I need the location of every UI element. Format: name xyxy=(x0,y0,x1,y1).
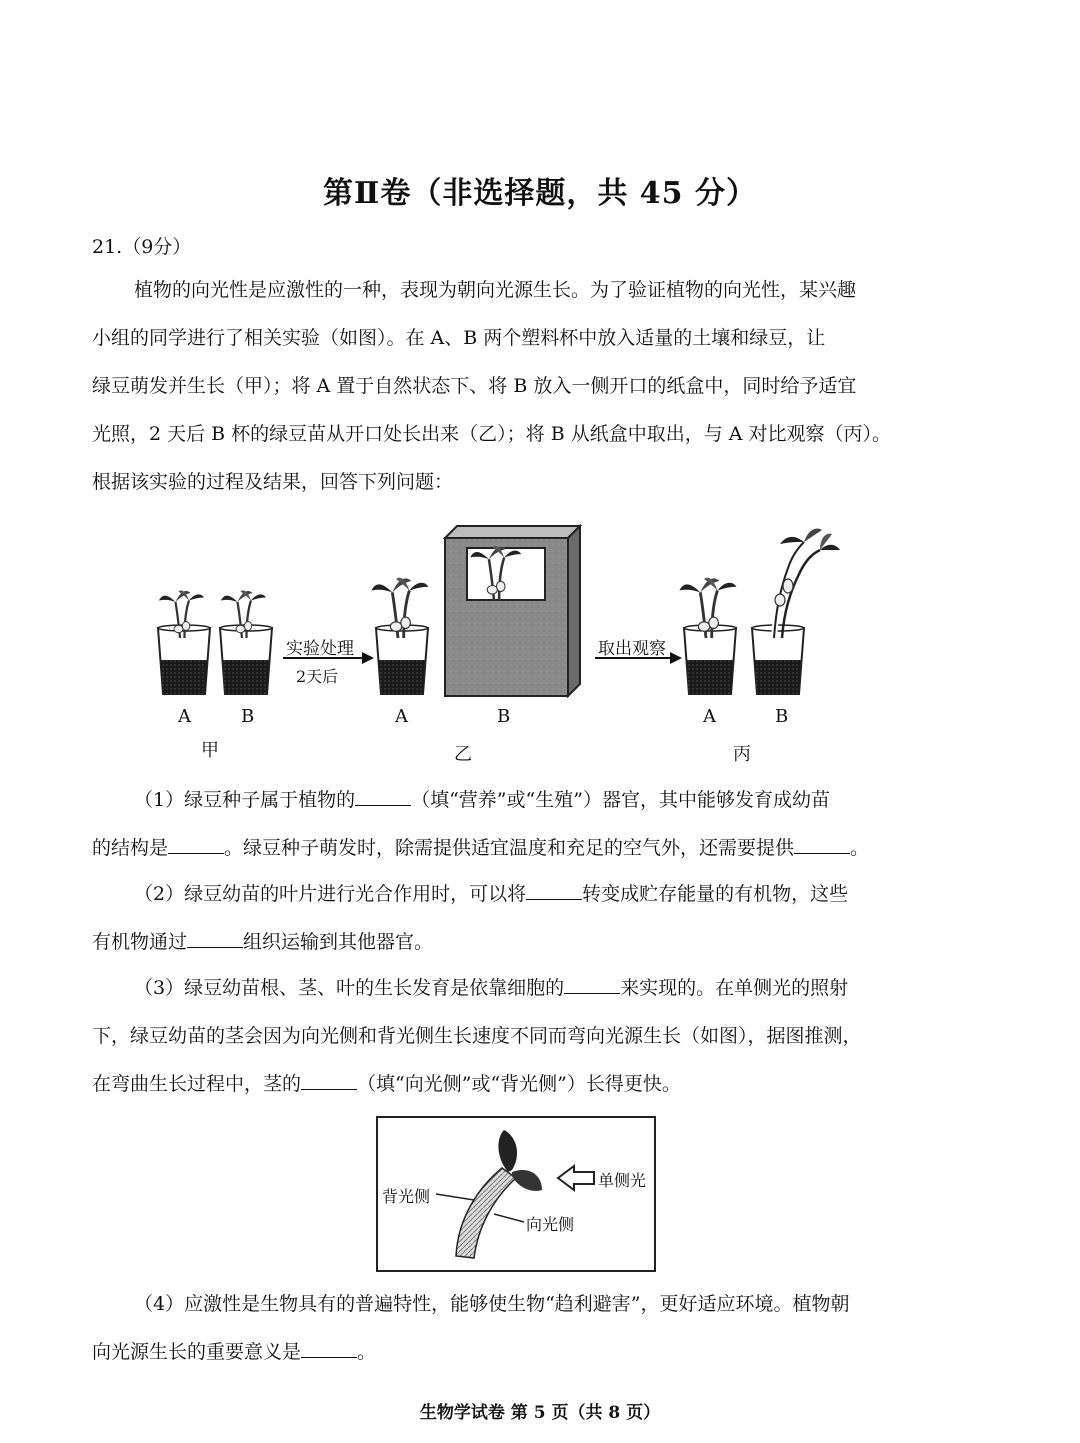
intro-line: 根据该实验的过程及结果，回答下列问题： xyxy=(92,471,454,493)
arrow-1-head xyxy=(362,652,374,664)
question-intro xyxy=(92,266,992,506)
intro-line: 光照，2 天后 B 杯的绿豆苗从开口处长出来（乙）；将 B 从纸盒中取出，与 A 对比观察（丙）。 xyxy=(92,423,892,445)
arrow-1-top-label: 实验处理 xyxy=(286,639,354,659)
light-arrow xyxy=(558,1166,594,1190)
question-number: 21.（9分） xyxy=(92,236,192,258)
answer-blank-6[interactable] xyxy=(564,975,620,994)
answer-blank-8[interactable] xyxy=(301,1339,357,1358)
leaf-right xyxy=(512,1170,542,1191)
arrow-2-head xyxy=(670,652,682,664)
subquestion-1: （1）绿豆种子属于植物的 （填“营养”或“生殖”）器官，其中能够发育成幼苗 的结构是 。绿豆种子萌发时，除需提供适宜温度和充足的空气外，还需要提供 。 xyxy=(92,789,870,859)
back-side-pointer xyxy=(436,1194,474,1200)
sprout-bing-b-tall xyxy=(774,529,840,639)
label-light: 单侧光 xyxy=(598,1171,647,1190)
answer-blank-5[interactable] xyxy=(187,929,243,948)
label-yi-a: A xyxy=(395,706,408,727)
answer-blank-3[interactable] xyxy=(794,835,850,854)
subquestion-4: （4）应激性是生物具有的普遍特性，能够使生物“趋利避害”，更好适应环境。植物朝 向光源生长的重要意义是 。 xyxy=(92,1293,850,1363)
label-front-side: 向光侧 xyxy=(526,1215,575,1234)
label-jia-a: A xyxy=(178,706,191,727)
label-jia-b: B xyxy=(241,706,255,727)
label-bing: 丙 xyxy=(733,744,751,765)
page-footer: 生物学试卷 第 5 页（共 8 页） xyxy=(419,1403,661,1423)
cup-yi-a xyxy=(376,625,428,694)
label-jia: 甲 xyxy=(201,740,219,761)
subquestion-3: （3）绿豆幼苗根、茎、叶的生长发育是依靠细胞的 来实现的。在单侧光的照射 下，绿豆幼苗的茎会因为向光侧和背光侧生长速度不同而弯向光源生长（如图），据图推测， 在弯曲生长过程中，茎的 （填“向光侧”或“背光侧”）长得更快。 xyxy=(92,977,862,1095)
cup-bing-a xyxy=(684,625,736,694)
arrow-1-bottom-label: 2天后 xyxy=(296,667,339,686)
arrow-2-top-label: 取出观察 xyxy=(598,639,666,659)
answer-blank-2[interactable] xyxy=(168,835,224,854)
answer-blank-1[interactable] xyxy=(355,787,411,806)
experiment-figure xyxy=(140,520,880,770)
subquestion-2: （2）绿豆幼苗的叶片进行光合作用时，可以将 转变成贮存能量的有机物，这些 有机物通过 组织运输到其他器官。 xyxy=(92,883,849,953)
cup-bing-b xyxy=(752,625,804,694)
label-bing-b: B xyxy=(775,706,789,727)
intro-line: 植物的向光性是应激性的一种，表现为朝向光源生长。为了验证植物的向光性，某兴趣 xyxy=(134,279,857,301)
label-back-side: 背光侧 xyxy=(382,1187,431,1206)
section-title: 第Ⅱ卷（非选择题，共 45 分） xyxy=(323,176,757,211)
label-yi: 乙 xyxy=(454,744,472,765)
leaf-upper xyxy=(498,1130,517,1172)
label-yi-b: B xyxy=(497,706,511,727)
intro-line: 小组的同学进行了相关实验（如图）。在 A、B 两个塑料杯中放入适量的土壤和绿豆，让 xyxy=(92,327,826,349)
front-side-pointer xyxy=(494,1214,524,1222)
intro-line: 绿豆萌发并生长（甲）；将 A 置于自然状态下、将 B 放入一侧开口的纸盒中，同时给予适宜 xyxy=(92,375,857,397)
answer-blank-7[interactable] xyxy=(301,1071,357,1090)
stem xyxy=(456,1168,516,1258)
answer-blank-4[interactable] xyxy=(526,881,582,900)
label-bing-a: A xyxy=(703,706,716,727)
